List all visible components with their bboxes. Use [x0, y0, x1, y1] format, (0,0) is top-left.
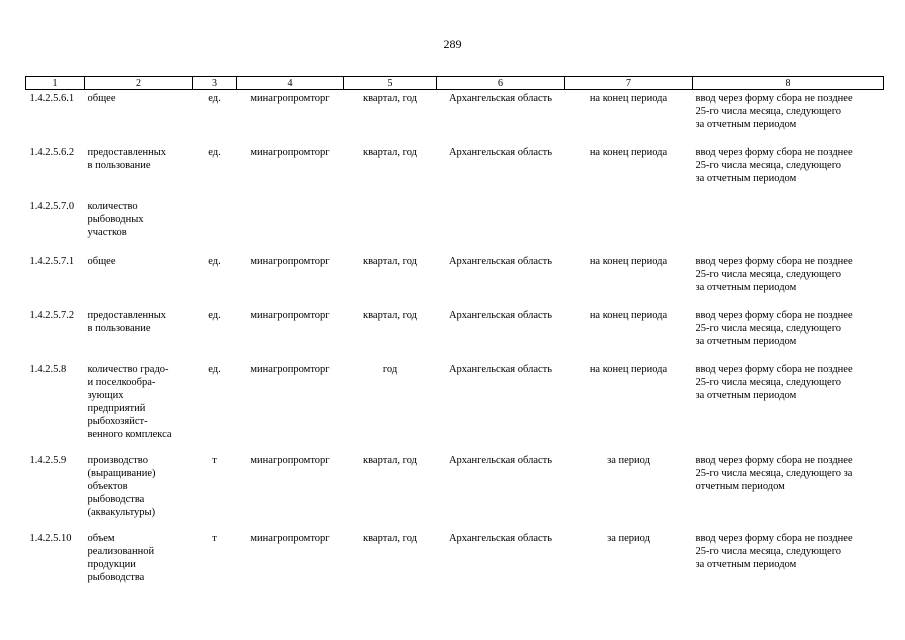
page-number: 289: [443, 37, 462, 51]
row-org: минагропромторг: [250, 93, 330, 104]
row-code: 1.4.2.5.6.2: [29, 146, 75, 158]
row-org: минагропромторг: [250, 363, 330, 375]
table-row: [26, 253, 884, 307]
row-period: [344, 198, 437, 253]
column-header: 7: [565, 77, 693, 90]
row-period: квартал, год: [363, 146, 417, 158]
column-header: 2: [85, 77, 193, 90]
column-header: 3: [193, 77, 237, 90]
row-region: Архангельская область: [448, 146, 553, 158]
row-unit: ед.: [208, 255, 221, 267]
row-method: ввод через форму сбора не позднее 25-го числа месяца, следующего за отчетным периодом: [695, 93, 853, 130]
row-code: 1.4.2.5.7.1: [29, 255, 75, 267]
row-method: ввод через форму сбора не позднее 25-го числа месяца, следующего за отчетным периодом: [695, 454, 853, 492]
column-header: 4: [237, 77, 344, 90]
row-method: ввод через форму сбора не позднее 25-го числа месяца, следующего за отчетным периодом: [695, 363, 853, 401]
row-method: [693, 198, 884, 253]
row-org: минагропромторг: [250, 146, 330, 158]
row-period: квартал, год: [363, 454, 417, 466]
row-code: 1.4.2.5.6.1: [29, 93, 75, 104]
row-unit: [193, 198, 237, 253]
row-time: на конец периода: [589, 93, 668, 104]
row-org: минагропромторг: [250, 255, 330, 267]
row-time: на конец периода: [589, 255, 668, 267]
row-org: минагропромторг: [250, 309, 330, 321]
row-region: Архангельская область: [448, 532, 553, 544]
row-unit: ед.: [208, 93, 221, 104]
row-name: количество рыбоводных участков: [87, 200, 144, 238]
row-unit: т: [212, 454, 217, 466]
column-header: 5: [344, 77, 437, 90]
row-period: квартал, год: [363, 255, 417, 267]
row-method: ввод через форму сбора не позднее 25-го числа месяца, следующего за отчетным периодом: [695, 255, 853, 293]
row-unit: ед.: [208, 309, 221, 321]
row-region: Архангельская область: [448, 363, 553, 375]
row-region: Архангельская область: [448, 255, 553, 267]
row-unit: т: [212, 532, 217, 544]
row-time: на конец периода: [589, 309, 668, 321]
row-period: квартал, год: [363, 532, 417, 544]
row-region: [437, 198, 565, 253]
row-name: производство (выращивание) объектов рыбоводства (аквакультуры): [87, 454, 156, 518]
row-method: ввод через форму сбора не позднее 25-го числа месяца, следующего за отчетным периодом: [695, 532, 853, 570]
table-row: [26, 530, 884, 590]
row-time: [565, 198, 693, 253]
row-code: 1.4.2.5.8: [29, 363, 67, 375]
row-unit: ед.: [208, 146, 221, 158]
row-name: предоставленных в пользование: [87, 309, 167, 334]
row-org: минагропромторг: [250, 532, 330, 544]
row-code: 1.4.2.5.9: [29, 454, 67, 466]
table-row: [26, 198, 884, 253]
row-period: квартал, год: [363, 93, 417, 104]
row-name: общее: [87, 255, 116, 267]
table-row: [26, 144, 884, 198]
row-name: предоставленных в пользование: [87, 146, 167, 171]
row-name: общее: [87, 93, 116, 104]
row-name: объем реализованной продукции рыбоводства: [87, 532, 155, 583]
row-period: квартал, год: [363, 309, 417, 321]
table-row: [26, 361, 884, 452]
row-method: ввод через форму сбора не позднее 25-го числа месяца, следующего за отчетным периодом: [695, 146, 853, 184]
row-time: за период: [607, 532, 650, 544]
table-row: [26, 307, 884, 361]
row-region: Архангельская область: [448, 309, 553, 321]
row-time: на конец периода: [589, 146, 668, 158]
column-header: 6: [437, 77, 565, 90]
row-name: количество градо- и поселкообра- зующих предприятий рыбохозяйст- венного комплекса: [87, 363, 172, 440]
row-code: 1.4.2.5.7.0: [29, 200, 75, 212]
row-org: минагропромторг: [250, 454, 330, 466]
row-period: год: [382, 363, 398, 375]
table-row: [26, 452, 884, 530]
row-time: за период: [607, 454, 650, 466]
row-region: Архангельская область: [448, 93, 553, 104]
row-code: 1.4.2.5.10: [29, 532, 72, 544]
header-row: [26, 77, 884, 90]
row-method: ввод через форму сбора не позднее 25-го числа месяца, следующего за отчетным периодом: [695, 309, 853, 347]
column-header: 8: [693, 77, 884, 90]
row-unit: ед.: [208, 363, 221, 375]
row-org: [237, 198, 344, 253]
table-row: [26, 90, 884, 144]
column-header: 1: [26, 77, 85, 90]
data-table: [25, 76, 884, 590]
row-region: Архангельская область: [448, 454, 553, 466]
row-time: на конец периода: [589, 363, 668, 375]
row-code: 1.4.2.5.7.2: [29, 309, 75, 321]
